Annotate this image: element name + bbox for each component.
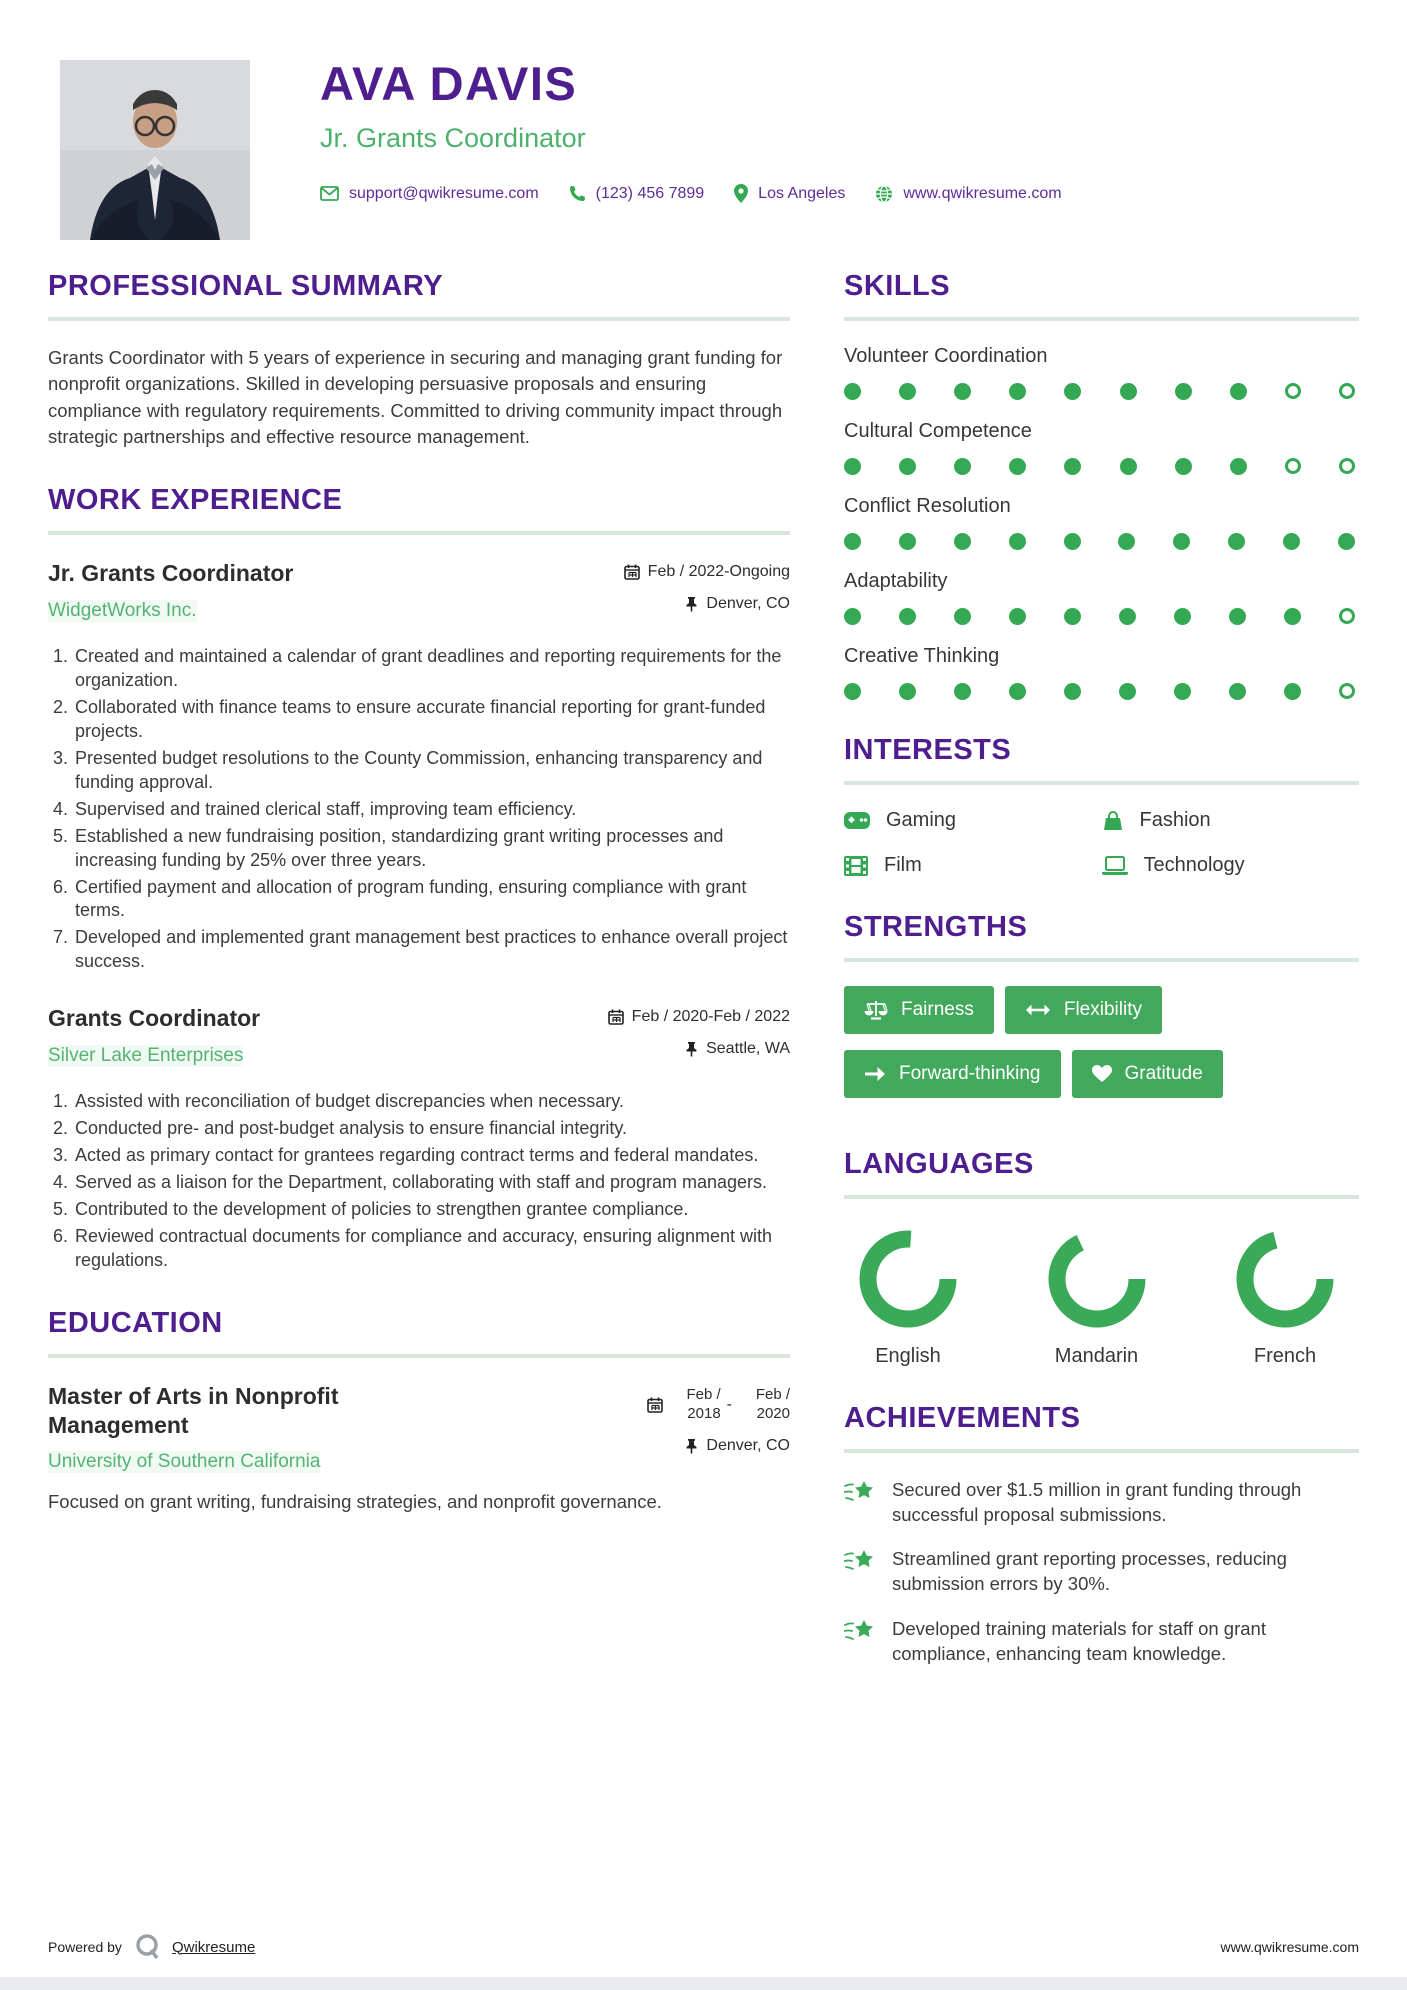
skill-dot-filled [1064, 533, 1081, 550]
job-entry [48, 1004, 790, 1273]
skill-dot-filled [1284, 683, 1301, 700]
skills-list [844, 345, 1359, 700]
section-heading: STRENGTHS [844, 911, 1028, 943]
left-column [48, 270, 790, 1700]
skill-dot-filled [1338, 533, 1355, 550]
achievement-text: Streamlined grant reporting processes, reducing submission errors by 30%. [892, 1548, 1287, 1595]
skill-name: Cultural Competence [844, 420, 1032, 442]
section-heading: EDUCATION [48, 1306, 223, 1339]
section-achievements [844, 1402, 1359, 1666]
section-professional-summary [48, 270, 790, 450]
skill-level-dots [844, 608, 1359, 625]
section-skills [844, 270, 1359, 700]
interest-item-fashion [1102, 809, 1360, 832]
achievement-text: Developed training materials for staff on grant compliance, enhancing team knowledge. [892, 1617, 1266, 1664]
skill-name: Conflict Resolution [844, 495, 1011, 517]
work-experience-list [48, 559, 790, 1273]
skill-dot-filled [954, 533, 971, 550]
strength-chip-forward-thinking [844, 1050, 1061, 1098]
skill-dot-filled [1174, 683, 1191, 700]
job-title: Grants Coordinator [48, 1005, 261, 1032]
education-location [647, 1437, 790, 1455]
section-heading: ACHIEVEMENTS [844, 1402, 1081, 1434]
section-divider [844, 958, 1359, 962]
job-bullet: 5. Contributed to the development of policies to strengthen grantee compliance. [73, 1198, 790, 1222]
skill-dot-filled [1009, 533, 1026, 550]
achievement-item [844, 1546, 1359, 1596]
section-work-experience [48, 484, 790, 1273]
interest-item-gaming [844, 809, 1102, 832]
skill-dot-filled [1119, 683, 1136, 700]
skill-dot-filled [844, 683, 861, 700]
section-heading: SKILLS [844, 270, 951, 302]
achievements-list [844, 1477, 1359, 1666]
skill-dot-filled [899, 383, 916, 400]
education-description: Focused on grant writing, fundraising strategies, and nonprofit governance. [48, 1491, 662, 1513]
job-bullet: 2. Conducted pre- and post-budget analysis to ensure financial integrity. [73, 1117, 790, 1141]
skill-dot-filled [844, 533, 861, 550]
bottom-strip [0, 1977, 1407, 1990]
contact-phone-text[interactable]: (123) 456 7899 [595, 184, 705, 202]
skill-dot-filled [1009, 608, 1026, 625]
achievement-item [844, 1477, 1359, 1527]
contact-email [320, 185, 539, 203]
contact-website-text[interactable]: www.qwikresume.com [903, 184, 1062, 202]
skill-level-dots [844, 458, 1359, 475]
section-interests [844, 734, 1359, 877]
location-pin-icon [734, 184, 748, 203]
skill-item [844, 570, 1359, 625]
job-bullet: 6. Certified payment and allocation of program funding, ensuring compliance with grant terms. [73, 876, 790, 924]
skill-name: Adaptability [844, 570, 948, 592]
qwikresume-link[interactable]: Qwikresume [171, 1938, 256, 1956]
skill-dot-filled [1009, 683, 1026, 700]
interest-label: Film [884, 854, 922, 876]
skill-dot-filled [1118, 533, 1135, 550]
interest-label: Gaming [886, 809, 957, 831]
calendar-icon [608, 1009, 624, 1025]
skill-dot-filled [1064, 683, 1081, 700]
skill-dot-filled [1284, 608, 1301, 625]
skill-dot-filled [1230, 458, 1247, 475]
job-bullet: 4. Supervised and trained clerical staff, improving team efficiency. [73, 798, 790, 822]
strength-label: Forward-thinking [899, 1063, 1041, 1084]
strength-label: Gratitude [1124, 1063, 1203, 1084]
skill-dot-filled [1283, 533, 1300, 550]
achievement-text: Secured over $1.5 million in grant funding through successful proposal submissions. [892, 1479, 1302, 1526]
job-dates [608, 1008, 790, 1026]
pushpin-icon [685, 1438, 698, 1454]
skill-dot-filled [954, 608, 971, 625]
section-heading: INTERESTS [844, 734, 1012, 766]
achievement-item [844, 1616, 1359, 1666]
skill-level-dots [844, 383, 1359, 400]
skill-dot-filled [844, 458, 861, 475]
skill-dot-filled [899, 608, 916, 625]
job-company[interactable]: Silver Lake Enterprises [48, 1045, 244, 1066]
contact-website [875, 185, 1061, 203]
language-item-french [1235, 1229, 1335, 1368]
section-divider [48, 317, 790, 321]
contact-location-text[interactable]: Los Angeles [758, 184, 846, 202]
skill-dot-filled [1175, 383, 1192, 400]
skill-dot-filled [1064, 608, 1081, 625]
language-label: French [1253, 1345, 1317, 1367]
profile-photo-illustration [60, 60, 250, 240]
section-divider [844, 781, 1359, 785]
skill-item [844, 645, 1359, 700]
job-location [624, 595, 790, 613]
skill-dot-filled [1064, 383, 1081, 400]
skill-dot-filled [1229, 683, 1246, 700]
shooting-star-icon [844, 1546, 876, 1596]
section-heading: LANGUAGES [844, 1148, 1034, 1180]
left-right-arrow-icon [1025, 1003, 1051, 1017]
contact-row [320, 184, 1062, 203]
skill-item [844, 345, 1359, 400]
education-date-separator: - [726, 1395, 732, 1413]
section-education [48, 1307, 790, 1515]
pushpin-icon [685, 596, 698, 612]
skill-dot-hollow [1339, 458, 1355, 474]
skill-dot-filled [844, 383, 861, 400]
job-title: Jr. Grants Coordinator [48, 560, 294, 587]
strength-label: Flexibility [1063, 999, 1142, 1020]
right-column [844, 270, 1359, 1700]
section-divider [48, 531, 790, 535]
skill-item [844, 495, 1359, 550]
school-name[interactable]: University of Southern California [48, 1451, 321, 1473]
section-divider [844, 1195, 1359, 1199]
gamepad-icon [844, 812, 870, 829]
contact-location [734, 184, 845, 203]
calendar-icon [624, 564, 640, 580]
section-divider [844, 317, 1359, 321]
section-strengths [844, 911, 1359, 1114]
section-heading: PROFESSIONAL SUMMARY [48, 270, 444, 302]
education-date-start: Feb / 2018 [686, 1385, 721, 1422]
strength-chip-gratitude [1072, 1050, 1223, 1098]
summary-text: Grants Coordinator with 5 years of experience in securing and managing grant funding for nonprofit organizations. Skilled in developing persuasive proposals and ensuring compliance with regulatory requirements. Committed to driving community impact through strategic partnerships and effective resource management. [48, 347, 783, 447]
skill-dot-filled [954, 383, 971, 400]
scales-icon [864, 1000, 888, 1020]
language-item-mandarin [1047, 1229, 1147, 1368]
skill-dot-filled [1228, 533, 1245, 550]
job-entry [48, 559, 790, 974]
contact-phone [569, 185, 705, 203]
skill-dot-filled [899, 683, 916, 700]
pushpin-icon [685, 1041, 698, 1057]
skill-dot-filled [954, 458, 971, 475]
globe-icon [875, 185, 893, 203]
job-bullet: 2. Collaborated with finance teams to ensure accurate financial reporting for grant-funded projects. [73, 696, 790, 744]
job-location-text: Seattle, WA [706, 1040, 790, 1058]
calendar-icon [647, 1397, 663, 1413]
shooting-star-icon [844, 1616, 876, 1666]
skill-dot-hollow [1285, 458, 1301, 474]
person-name: AVA DAVIS [320, 57, 578, 110]
job-dates-text: Feb / 2020-Feb / 2022 [631, 1008, 790, 1026]
language-item-english [858, 1229, 958, 1368]
film-icon [844, 856, 868, 876]
job-bullet: 1. Created and maintained a calendar of grant deadlines and reporting requirements for the organization. [73, 645, 790, 693]
powered-by-text: Powered by [48, 1939, 122, 1955]
skill-dot-hollow [1285, 383, 1301, 399]
job-title-heading: Jr. Grants Coordinator [320, 123, 586, 153]
job-bullet: 7. Developed and implemented grant management best practices to enhance overall project success. [73, 926, 790, 974]
handbag-icon [1102, 810, 1124, 832]
interest-label: Fashion [1139, 809, 1211, 831]
arrow-right-icon [864, 1066, 886, 1082]
strength-chip-fairness [844, 986, 994, 1034]
language-donut-chart [858, 1229, 958, 1329]
profile-photo [60, 60, 250, 240]
interest-label: Technology [1143, 854, 1245, 876]
job-bullet-list [48, 645, 790, 974]
job-bullet: 3. Presented budget resolutions to the County Commission, enhancing transparency and funding approval. [73, 747, 790, 795]
skill-dot-filled [1230, 383, 1247, 400]
section-languages [844, 1148, 1359, 1368]
job-bullet: 3. Acted as primary contact for grantees regarding contract terms and federal mandates. [73, 1144, 790, 1168]
language-label: English [875, 1345, 941, 1367]
languages-list [844, 1223, 1359, 1368]
job-bullet: 4. Served as a liaison for the Department, collaborating with staff and program managers. [73, 1171, 790, 1195]
laptop-icon [1102, 856, 1128, 875]
job-bullet: 5. Established a new fundraising position, standardizing grant writing processes and increasing funding by 25% over three years. [73, 825, 790, 873]
skill-dot-filled [1175, 458, 1192, 475]
job-bullet-list [48, 1090, 790, 1273]
education-dates [647, 1386, 790, 1424]
interests-grid [844, 809, 1359, 877]
education-date-end: Feb / 2020 [755, 1385, 790, 1422]
skill-name: Volunteer Coordination [844, 345, 1048, 367]
skill-dot-filled [1009, 383, 1026, 400]
skill-level-dots [844, 683, 1359, 700]
job-company[interactable]: WidgetWorks Inc. [48, 599, 197, 621]
skill-dot-hollow [1339, 608, 1355, 624]
language-label: Mandarin [1054, 1345, 1139, 1367]
skill-level-dots [844, 533, 1359, 550]
language-donut-chart [1047, 1229, 1147, 1329]
skill-dot-filled [844, 608, 861, 625]
skill-dot-filled [1009, 458, 1026, 475]
footer-site-url: www.qwikresume.com [1220, 1939, 1359, 1955]
skill-item [844, 420, 1359, 475]
skill-name: Creative Thinking [844, 645, 1000, 667]
skill-dot-filled [1064, 458, 1081, 475]
contact-email-text[interactable]: support@qwikresume.com [349, 184, 539, 202]
heart-icon [1092, 1065, 1112, 1083]
phone-icon [569, 185, 586, 202]
degree-title: Master of Arts in Nonprofit Management [48, 1382, 339, 1438]
skill-dot-filled [1174, 608, 1191, 625]
footer [48, 1932, 1359, 1962]
skill-dot-filled [954, 683, 971, 700]
header [48, 46, 1359, 240]
skill-dot-filled [1119, 608, 1136, 625]
skill-dot-hollow [1339, 383, 1355, 399]
education-location-text: Denver, CO [706, 1437, 790, 1455]
job-bullet: 1. Assisted with reconciliation of budget discrepancies when necessary. [73, 1090, 790, 1114]
skill-dot-filled [1120, 383, 1137, 400]
job-dates-text: Feb / 2022-Ongoing [647, 563, 790, 581]
skill-dot-hollow [1339, 683, 1355, 699]
strengths-chips [844, 986, 1359, 1114]
skill-dot-filled [899, 533, 916, 550]
skill-dot-filled [899, 458, 916, 475]
email-icon [320, 186, 339, 201]
job-dates [624, 563, 790, 581]
job-bullet: 6. Reviewed contractual documents for compliance and accuracy, ensuring alignment with regulations. [73, 1225, 790, 1273]
interest-item-film [844, 854, 1102, 877]
skill-dot-filled [1120, 458, 1137, 475]
interest-item-technology [1102, 854, 1360, 877]
skill-dot-filled [1173, 533, 1190, 550]
skill-dot-filled [1229, 608, 1246, 625]
section-divider [48, 1354, 790, 1358]
shooting-star-icon [844, 1477, 876, 1527]
section-heading: WORK EXPERIENCE [48, 484, 343, 517]
job-location-text: Denver, CO [706, 595, 790, 613]
strength-label: Fairness [901, 999, 974, 1020]
language-donut-chart [1235, 1229, 1335, 1329]
section-divider [844, 1449, 1359, 1453]
job-location [608, 1040, 790, 1058]
strength-chip-flexibility [1005, 986, 1162, 1034]
qwikresume-logo-icon [132, 1932, 162, 1962]
